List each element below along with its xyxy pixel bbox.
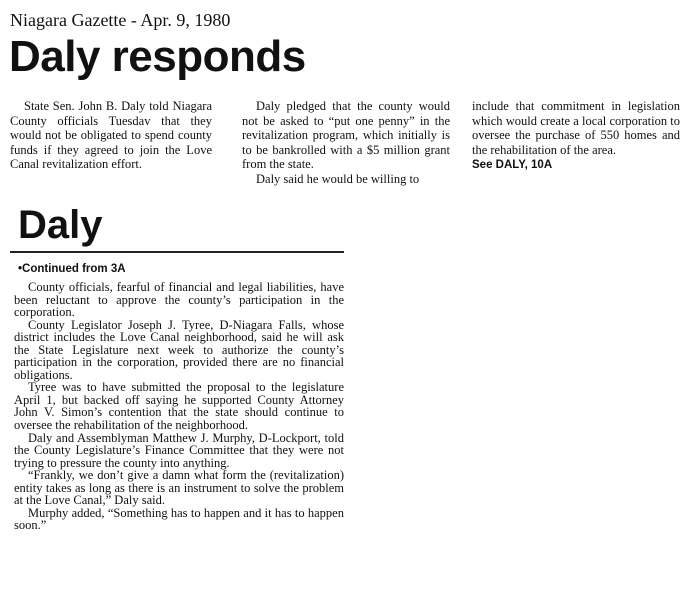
jump-article-body — [14, 281, 344, 532]
front-paragraph: Daly said he would be willing to — [256, 171, 420, 186]
source-dateline: Niagara Gazette - Apr. 9, 1980 — [10, 10, 231, 30]
front-paragraph: State Sen. John B. Daly told Niagara County officials Tuesdav that they would not be obligated to spend county funds if they agreed to join the Love Canal revitalization effort. — [10, 99, 212, 172]
jump-headline: Daly — [18, 203, 103, 247]
headline: Daly responds — [9, 32, 306, 81]
front-column-3 — [472, 99, 680, 173]
front-paragraph: Daly pledged that the county would not be asked to “put one penny” in the revitalization program, which initially is to be bankrolled with a $5 million grant from the state. — [242, 99, 450, 172]
article-paragraph: County Legislator Joseph J. Tyree, D-Niagara Falls, whose district includes the Love Canal neighborhood, said he will ask the State Legislature next week to authorize the county’s participation in the corporation, provided there are no financial obligations. — [14, 317, 344, 382]
see-reference: See DALY, 10A — [472, 159, 553, 172]
front-paragraph: include that commitment in legislation which would create a local corporation to oversee the purchase of 550 homes and the rehabilitation of the area. — [472, 99, 680, 157]
continued-label: •Continued from 3A — [18, 263, 126, 275]
section-rule — [10, 251, 344, 253]
front-column-1 — [10, 99, 212, 172]
article-paragraph: County officials, fearful of financial and legal liabilities, have been reluctant to approve the county’s participation in the corporation. — [14, 280, 344, 320]
article-paragraph: Tyree was to have submitted the proposal to the legislature April 1, but backed off saying he supported County Attorney John V. Simon’s contention that the state should continue to oversee the rehabilitation of the neighborhood. — [14, 380, 344, 433]
article-paragraph: “Frankly, we don’t give a damn what form the (revitalization) entity takes as long as there is an instrument to solve the problem at the Love Canal,” Daly said. — [14, 468, 344, 508]
front-column-2 — [242, 99, 450, 187]
article-paragraph: Daly and Assemblyman Matthew J. Murphy, D-Lockport, told the County Legislature’s Finance Committee that they were not trying to pressure the county into anything. — [14, 430, 344, 470]
article-paragraph: Murphy added, “Something has to happen and it has to happen soon.” — [14, 505, 344, 533]
